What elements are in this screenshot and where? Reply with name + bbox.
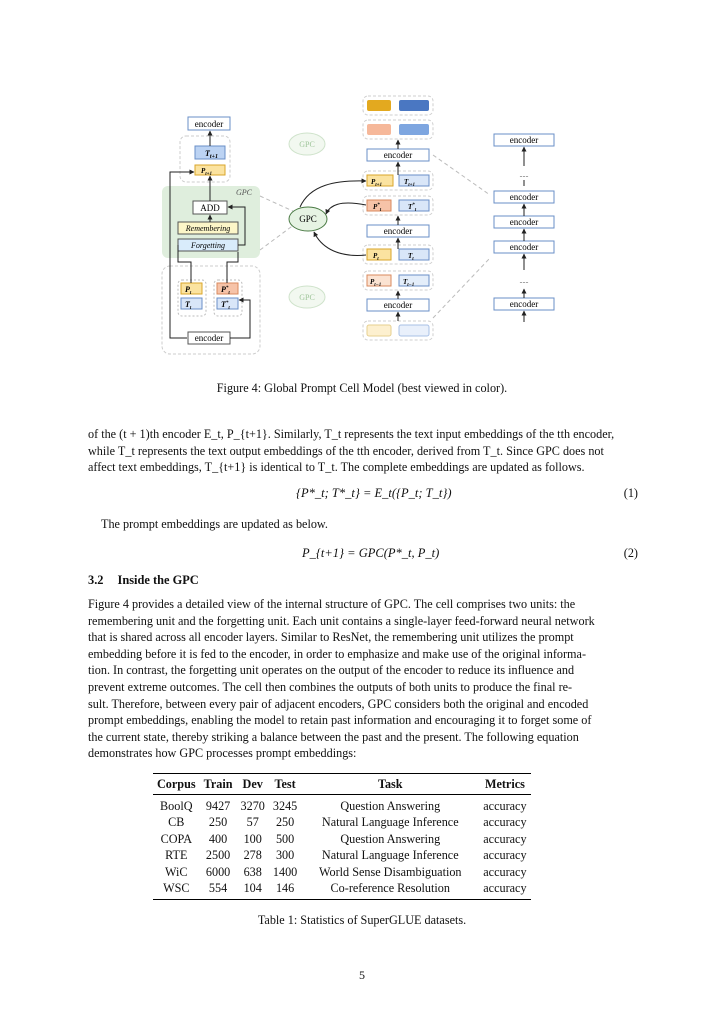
- cell: 400: [208, 831, 228, 846]
- table-row: [153, 831, 531, 848]
- table-header-row: [153, 774, 531, 795]
- superglue-table: [153, 773, 531, 900]
- table-row: [153, 864, 531, 881]
- ellipsis-2: ......: [519, 279, 529, 285]
- encoder-label-right-3: encoder: [509, 217, 539, 227]
- cell: Co-reference Resolution: [301, 881, 479, 900]
- cell: 3270: [240, 798, 265, 813]
- cell: WiC: [165, 864, 188, 879]
- cell: accuracy: [483, 831, 527, 846]
- cell: 554: [200, 881, 237, 900]
- header-corpus: Corpus: [153, 774, 200, 795]
- gpc-internals: [162, 117, 260, 354]
- section-line: tion. In contrast, the forgetting unit operates on the output of the encoder to reduce its influence and: [88, 663, 575, 678]
- cell: COPA: [160, 831, 192, 846]
- cell: 250: [208, 815, 228, 830]
- section-line: embedding before it is fed to the encoder, in order to emphasize and make use of the original informa-: [88, 646, 587, 661]
- mid-p-star-label: $P^*_t$: [373, 203, 382, 213]
- p-star-label: $P^*_t$: [221, 285, 230, 296]
- encoder-label-mid-1: encoder: [383, 150, 413, 160]
- equation-1-number: (1): [623, 486, 638, 500]
- table-row: [153, 815, 531, 832]
- header-test: Test: [269, 774, 301, 795]
- encoder-label-right-2: encoder: [509, 192, 539, 202]
- cell: World Sense Disambiguation: [318, 864, 462, 879]
- table-row: [153, 848, 531, 865]
- gpc-ghost-label-2: GPC: [299, 293, 315, 302]
- cell: 9427: [205, 798, 231, 813]
- table-caption: Table 1: Statistics of SuperGLUE datasets.: [257, 913, 467, 927]
- section-line: demonstrates how GPC processes prompt embeddings:: [88, 746, 357, 761]
- cell: 146: [269, 881, 301, 900]
- mid-t-next-label: $T_{t+1}$: [404, 178, 416, 188]
- section-paragraph: [88, 596, 639, 762]
- section-line: the current state, thereby striking a balance between the past and the present. The following equation: [88, 729, 579, 744]
- equation-2: P_{t+1} = GPC(P*_t, P_t): [302, 546, 440, 560]
- t-t-label: $T_t$: [185, 300, 192, 311]
- encoder-label-mid-3: encoder: [383, 300, 413, 310]
- cell: 278: [243, 848, 262, 863]
- mid-p-prev-label: $P_{t-1}$: [370, 278, 382, 288]
- encoder-label-right-5: encoder: [509, 299, 539, 309]
- encoder-label-bottom: encoder: [194, 333, 224, 343]
- cell: 6000: [205, 864, 231, 879]
- cell: 104: [237, 881, 269, 900]
- intro-paragraph: [88, 426, 639, 476]
- encoder-label-right-1: encoder: [509, 135, 539, 145]
- table-row: [153, 795, 531, 815]
- cell: 57: [246, 815, 259, 830]
- remembering-label: Remembering: [185, 224, 231, 233]
- between-text: The prompt embeddings are updated as below.: [101, 517, 328, 531]
- cell: 500: [275, 831, 295, 846]
- figure-caption: Figure 4: Global Prompt Cell Model (best viewed in color).: [216, 381, 508, 395]
- add-label: ADD: [200, 203, 220, 213]
- section-number: 3.2: [88, 573, 104, 587]
- cell: 1400: [272, 864, 298, 879]
- page-number: 5: [359, 968, 365, 982]
- ellipsis-1: ......: [519, 173, 529, 179]
- cell: 100: [243, 831, 262, 846]
- cell: Natural Language Inference: [321, 815, 459, 830]
- intro-line-2: while T_t represents the text output embeddings of the tth encoder, derived from T_t. Since GPC does not: [88, 443, 604, 458]
- section-line: prompt embeddings, enabling the model to retain past information and encouraging it to forget some of: [88, 713, 592, 728]
- encoder-label: encoder: [194, 119, 224, 129]
- mid-t-t-label: $T_t$: [408, 252, 414, 262]
- table-row: [153, 881, 531, 900]
- header-metrics: Metrics: [479, 774, 530, 795]
- cell: accuracy: [479, 881, 530, 900]
- header-dev: Dev: [237, 774, 269, 795]
- encoder-label-mid-2: encoder: [383, 226, 413, 236]
- cell: BoolQ: [160, 798, 193, 813]
- cell: 3245: [272, 798, 298, 813]
- header-task: Task: [301, 774, 479, 795]
- cell: 300: [275, 848, 295, 863]
- section-heading: [88, 573, 199, 588]
- cell: accuracy: [483, 848, 527, 863]
- mid-t-prev-label: $T_{t-1}$: [403, 278, 415, 288]
- cell: Question Answering: [340, 831, 441, 846]
- cell: CB: [168, 815, 185, 830]
- equation-1: {P*_t; T*_t} = E_t({P_t; T_t}): [296, 486, 452, 500]
- gpc-italic-label: GPC: [236, 188, 252, 197]
- cell: WSC: [153, 881, 200, 900]
- cell: Question Answering: [340, 798, 441, 813]
- section-title: Inside the GPC: [117, 573, 199, 587]
- intro-line-3: affect text embeddings, T_{t+1} is identical to T_t. The complete embeddings are updated as follows.: [88, 460, 585, 475]
- figure-4-diagram: [0, 0, 724, 370]
- mid-t-star-label: $T^*_t$: [408, 203, 417, 213]
- cell: Natural Language Inference: [321, 848, 459, 863]
- cell: accuracy: [483, 864, 527, 879]
- cell: 638: [243, 864, 262, 879]
- section-line: that is shared across all encoder layers. Similar to ResNet, the remembering unit utilizes the prompt: [88, 630, 574, 645]
- section-line: remembering unit and the forgetting unit. Each unit contains a single-layer feed-forward neural network: [88, 613, 595, 628]
- section-line: Figure 4 provides a detailed view of the internal structure of GPC. The cell comprises two units: the: [88, 597, 576, 611]
- cell: accuracy: [483, 798, 527, 813]
- middle-stack: [289, 96, 490, 340]
- gpc-ghost-label-1: GPC: [299, 140, 315, 149]
- section-line: prevent extreme outcomes. The cell then combines the outputs of both units to produce the final re-: [88, 679, 573, 694]
- t-next-label: $T_{t+1}$: [205, 149, 218, 160]
- cell: accuracy: [483, 815, 527, 830]
- cell: RTE: [165, 848, 188, 863]
- mid-p-t-label: $P_t$: [373, 252, 379, 262]
- encoder-label-right-4: encoder: [509, 242, 539, 252]
- header-train: Train: [200, 774, 237, 795]
- t-star-label: $T^*_t$: [221, 300, 230, 311]
- equation-2-number: (2): [623, 546, 638, 560]
- cell: 2500: [205, 848, 231, 863]
- gpc-node-label: GPC: [299, 214, 317, 224]
- p-next-label: $P_{t+1}$: [201, 167, 213, 177]
- p-t-label: $P_t$: [185, 285, 192, 296]
- cell: 250: [275, 815, 295, 830]
- forgetting-label: Forgetting: [191, 241, 225, 250]
- right-stack: [494, 134, 554, 322]
- section-line: sult. Therefore, between every pair of adjacent encoders, GPC considers both the original and encoded: [88, 696, 589, 711]
- mid-p-next-label: $P_{t+1}$: [371, 178, 383, 188]
- intro-line-1: of the (t + 1)th encoder E_t, P_{t+1}. Similarly, T_t represents the text input embeddings of the tth encoder,: [88, 427, 615, 441]
